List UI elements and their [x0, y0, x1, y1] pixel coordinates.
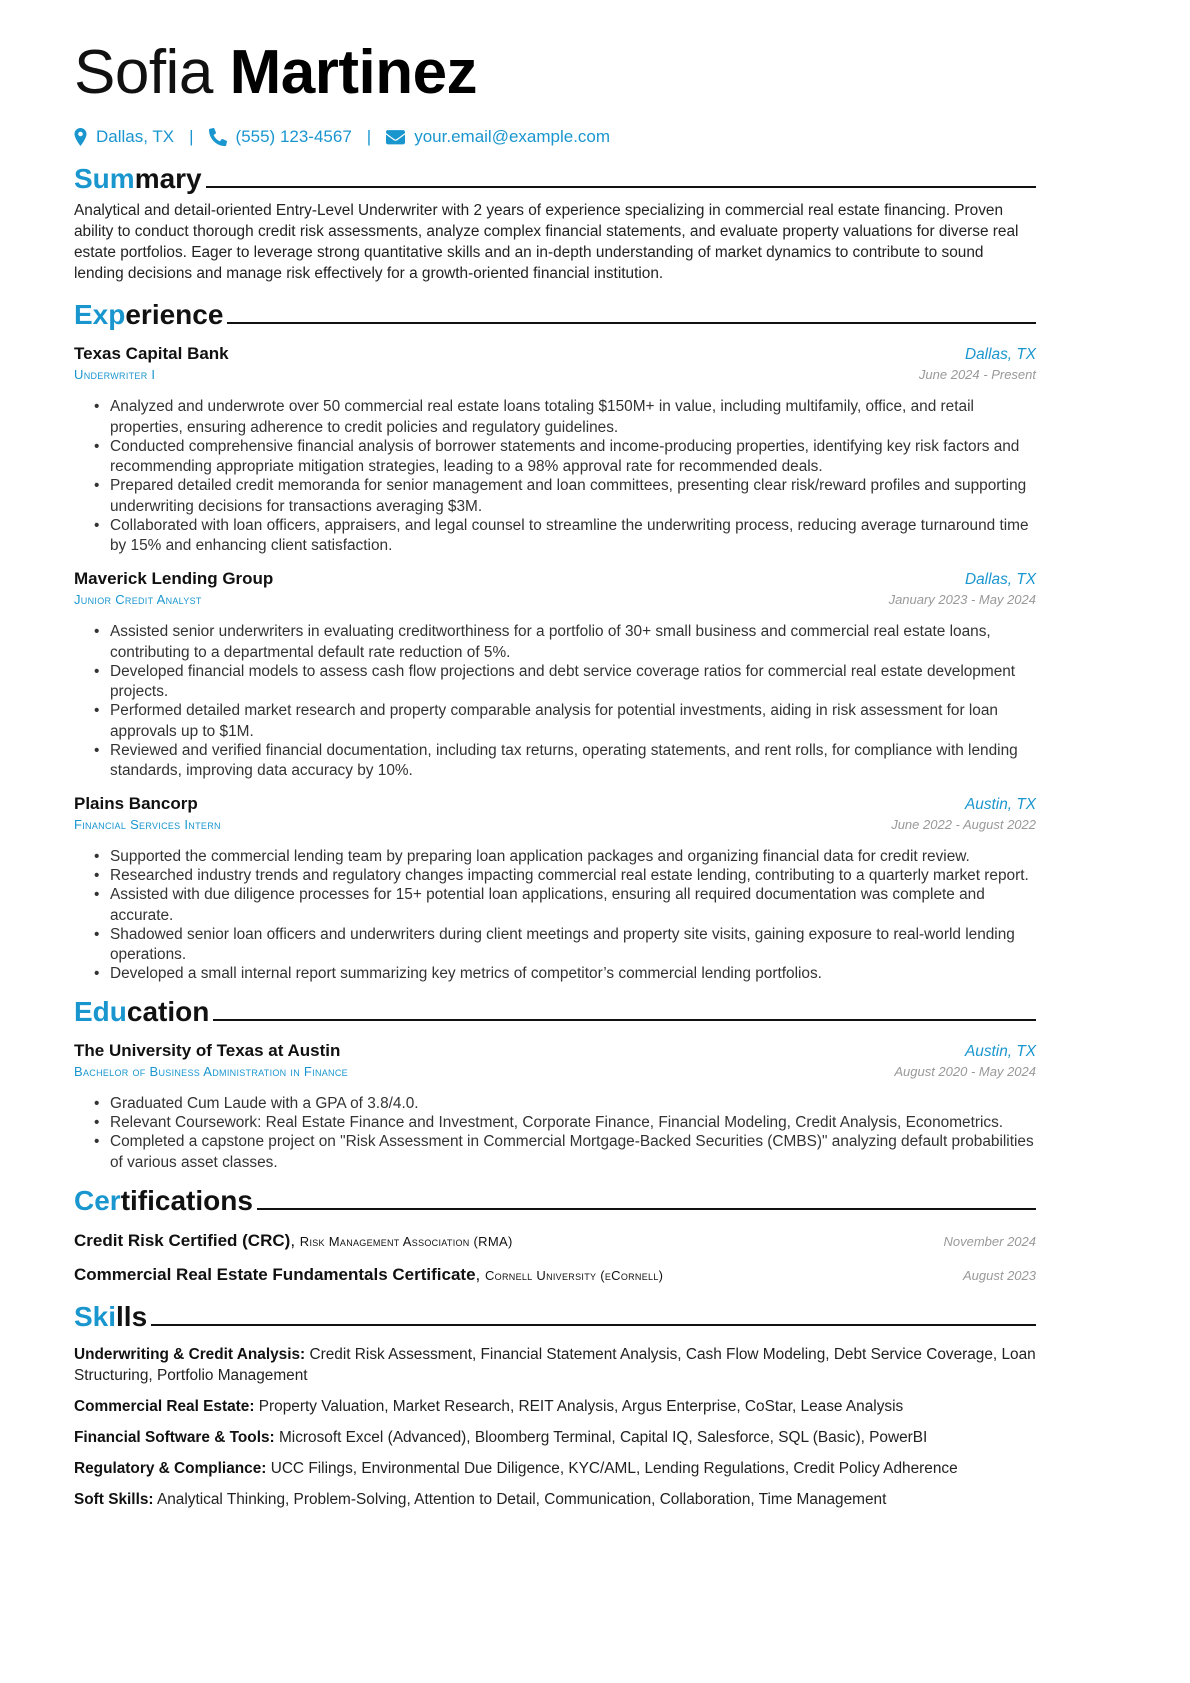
job-location: Austin, TX [965, 796, 1036, 813]
certification-name: Commercial Real Estate Fundamentals Certificate [74, 1264, 476, 1284]
job-title: Junior Credit Analyst [74, 592, 202, 607]
candidate-name [74, 40, 1036, 106]
section-title: Certifications [74, 1184, 253, 1216]
skill-row [74, 1344, 1036, 1386]
education-dates: August 2020 - May 2024 [894, 1064, 1036, 1079]
list-item: • Collaborated with loan officers, appraisers, and legal counsel to streamline the underwriting process, reducing average turnaround time by 15% and enhancing client satisfaction. [94, 516, 1036, 557]
section-rule [151, 1324, 1036, 1326]
skill-row [74, 1458, 1036, 1479]
section-title: Education [74, 996, 210, 1027]
resume-page [74, 40, 1036, 1520]
job-dates: June 2022 - August 2022 [891, 817, 1036, 832]
list-item: • Assisted with due diligence processes for 15+ potential loan applications, ensuring all required documentation was complete and accurate. [94, 885, 1036, 926]
skill-category: Commercial Real Estate: [74, 1397, 255, 1415]
skill-row [74, 1427, 1036, 1448]
section-rule [213, 1019, 1036, 1021]
skill-row [74, 1489, 1036, 1510]
list-item: • Developed financial models to assess cash flow projections and debt service coverage ratios for commercial real estate development projects. [94, 662, 1036, 703]
job-bullets [74, 847, 1036, 985]
list-item: • Graduated Cum Laude with a GPA of 3.8/4.0. [94, 1094, 1036, 1115]
certification-name: Credit Risk Certified (CRC) [74, 1230, 291, 1250]
job-entry [74, 342, 1036, 557]
job-title: Financial Services Intern [74, 817, 221, 832]
skill-values: Analytical Thinking, Problem-Solving, Attention to Detail, Communication, Collaboration, Time Management [156, 1490, 887, 1508]
skill-category: Regulatory & Compliance: [74, 1459, 267, 1477]
contact-phone[interactable] [209, 127, 352, 147]
employer-name: Plains Bancorp [74, 794, 198, 813]
list-item: • Reviewed and verified financial documentation, including tax returns, operating statements, and rent rolls, for compliance with lending standards, improving data accuracy by 10%. [94, 741, 1036, 782]
email-link: your.email@example.com [414, 127, 611, 146]
job-dates: January 2023 - May 2024 [888, 592, 1036, 607]
certification-issuer: Cornell University (eCornell) [484, 1267, 664, 1283]
first-name: Sofia [74, 38, 213, 107]
contact-bar [74, 126, 1036, 148]
skill-values: Credit Risk Assessment, Financial Statement Analysis, Cash Flow Modeling, Debt Service Coverage, Loan Structuring, Portfolio Management [74, 1345, 1036, 1384]
map-pin-icon [74, 128, 87, 146]
list-item: • Prepared detailed credit memoranda for senior management and loan committees, presenting clear risk/reward profiles and supporting underwriting decisions for transactions averaging $3M. [94, 476, 1036, 517]
contact-separator: | [189, 127, 194, 146]
school-location: Austin, TX [965, 1043, 1036, 1060]
summary-heading [74, 160, 1036, 194]
certification-item: Commercial Real Estate Fundamentals Certificate, Cornell University (eCornell) August 2023 [74, 1264, 1036, 1284]
section-title: Summary [74, 163, 202, 194]
job-entry [74, 792, 1036, 985]
phone-text: (555) 123-4567 [235, 127, 352, 146]
contact-location [74, 127, 174, 147]
list-item: • Developed a small internal report summarizing key metrics of competitor’s commercial lending portfolios. [94, 964, 1036, 985]
list-item: • Shadowed senior loan officers and underwriters during client meetings and property site visits, gaining exposure to real-world lending operations. [94, 925, 1036, 966]
location-text: Dallas, TX [96, 127, 175, 146]
last-name: Martinez [229, 38, 478, 107]
certification-issuer: Risk Management Association (RMA) [299, 1233, 513, 1249]
list-item: • Researched industry trends and regulatory changes impacting commercial real estate lending, contributing to a quarterly market report. [94, 866, 1036, 887]
skill-category: Financial Software & Tools: [74, 1428, 275, 1446]
list-item: • Performed detailed market research and property comparable analysis for potential investments, aiding in risk assessment for loan approvals up to $1M. [94, 701, 1036, 742]
education-heading [74, 993, 1036, 1027]
skill-values: Microsoft Excel (Advanced), Bloomberg Terminal, Capital IQ, Salesforce, SQL (Basic), PowerBI [278, 1428, 928, 1446]
list-item: • Relevant Coursework: Real Estate Finance and Investment, Corporate Finance, Financial Modeling, Credit Analysis, Econometrics. [94, 1113, 1036, 1134]
job-location: Dallas, TX [965, 346, 1036, 363]
skills-list [74, 1344, 1036, 1510]
section-title: Skills [74, 1300, 148, 1332]
job-entry [74, 567, 1036, 782]
education-entry [74, 1039, 1036, 1173]
skill-values: UCC Filings, Environmental Due Diligence, KYC/AML, Lending Regulations, Credit Policy Adherence [270, 1459, 958, 1477]
job-title: Underwriter I [74, 367, 156, 382]
employer-name: Maverick Lending Group [74, 569, 274, 588]
skill-category: Soft Skills: [74, 1490, 154, 1508]
job-bullets [74, 397, 1036, 557]
job-location: Dallas, TX [965, 571, 1036, 588]
list-item: • Analyzed and underwrote over 50 commercial real estate loans totaling $150M+ in value, including multifamily, office, and retail properties, ensuring adherence to credit policies and regulatory guidelines. [94, 397, 1036, 438]
certification-date: November 2024 [943, 1233, 1036, 1249]
certifications-heading [74, 1182, 1036, 1216]
section-rule [227, 322, 1036, 324]
experience-heading [74, 296, 1036, 330]
job-dates: June 2024 - Present [918, 367, 1036, 382]
contact-separator: | [366, 127, 372, 146]
section-title: Experience [74, 299, 224, 330]
certification-date: August 2023 [962, 1267, 1036, 1283]
skills-heading [74, 1298, 1036, 1332]
envelope-icon [386, 130, 405, 145]
skill-values: Property Valuation, Market Research, REIT Analysis, Argus Enterprise, CoStar, Lease Analysis [258, 1397, 904, 1415]
section-rule [257, 1208, 1036, 1210]
phone-icon [209, 128, 227, 146]
education-bullets [74, 1094, 1036, 1173]
certification-item: Credit Risk Certified (CRC), Risk Management Association (RMA) November 2024 [74, 1230, 1036, 1250]
school-name: The University of Texas at Austin [74, 1041, 341, 1060]
list-item: • Conducted comprehensive financial analysis of borrower statements and income-producing properties, identifying key risk factors and recommending appropriate mitigation strategies, leading to a 98% approval rate for recommended deals. [94, 437, 1036, 478]
list-item: • Completed a capstone project on "Risk Assessment in Commercial Mortgage-Backed Securities (CMBS)" analyzing default probabilities of various asset classes. [94, 1132, 1036, 1173]
skill-row [74, 1396, 1036, 1417]
summary-text: Analytical and detail-oriented Entry-Level Underwriter with 2 years of experience specializing in commercial real estate financing. Proven ability to conduct thorough credit risk assessments, analyze complex financial statements, and evaluate property valuations for diverse real estate portfolios. Eager to leverage strong quantitative skills and an in-depth understanding of market dynamics to contribute to sound lending decisions and manage risk effectively for a growth-oriented financial institution. [74, 202, 1019, 282]
degree: Bachelor of Business Administration in Finance [74, 1064, 348, 1079]
skill-category: Underwriting & Credit Analysis: [74, 1345, 306, 1363]
contact-email[interactable] [386, 127, 610, 147]
employer-name: Texas Capital Bank [74, 344, 229, 363]
list-item: • Assisted senior underwriters in evaluating creditworthiness for a portfolio of 30+ small business and commercial real estate loans, contributing to a departmental default rate reduction of 5%. [94, 622, 1036, 663]
list-item: • Supported the commercial lending team by preparing loan application packages and organizing financial data for credit review. [94, 847, 1036, 868]
section-rule [206, 186, 1036, 188]
job-bullets [74, 622, 1036, 782]
